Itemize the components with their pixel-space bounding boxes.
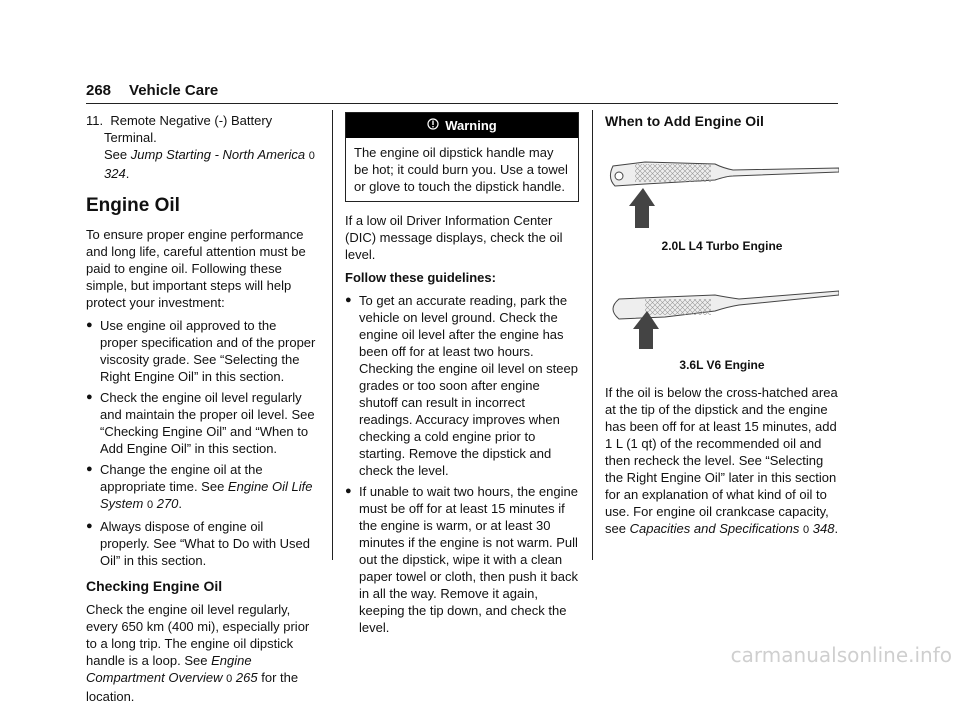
bullet-icon: ● [86, 463, 93, 475]
column-divider-2 [592, 110, 593, 560]
guidelines-lead: Follow these guidelines: [345, 270, 496, 285]
warning-icon [427, 117, 439, 134]
bullet-icon: ● [86, 319, 93, 331]
dipstick-figure-2l [605, 136, 839, 255]
engine-oil-bullets [86, 317, 316, 569]
warning-text: The engine oil dipstick handle may be hot; it could burn you. Use a towel or glove to touch the dipstick handle. [354, 145, 568, 194]
dipstick-2l-illustration [605, 136, 839, 236]
xref-capacities[interactable]: Capacities and Specifications [629, 521, 800, 536]
xref-oil-life-system[interactable]: Engine Oil Life System [100, 479, 313, 511]
warning-header: Warning [346, 113, 578, 138]
header-rule [86, 103, 838, 104]
dic-text: If a low oil Driver Information Center (DIC) message displays, check the oil level. [345, 213, 563, 262]
page-ref-icon: 0 [226, 673, 233, 685]
bullet-icon: ● [345, 485, 352, 497]
xref-engine-compartment[interactable]: Engine Compartment Overview [86, 653, 252, 685]
engine-oil-intro: To ensure proper engine performance and long life, careful attention must be paid to engine oil. Following these simple, but important steps will help protect your investment: [86, 227, 306, 310]
step-11: 11. Remote Negative (-) Battery Terminal. See Jump Starting - North America 0 324. [86, 113, 315, 181]
page-ref-icon: 0 [146, 499, 154, 511]
page-ref-icon: 0 [803, 524, 810, 536]
page-ref-265[interactable]: 265 [235, 670, 258, 685]
list-item: ● Always dispose of engine oil properly. See “What to Do with Used Oil” in this section. [86, 519, 311, 568]
list-item: ● If unable to wait two hours, the engine must be off for at least 15 minutes if the engine is warm, or at least 30 minutes if the engine is not warm. Pull out the dipstick, wipe it with a clean paper towel or cloth, then push it back in all the way. Remove it again, keeping the tip down, and check the level. [345, 484, 578, 635]
column-2 [345, 112, 579, 642]
guidelines-bullets [345, 292, 579, 636]
page-ref-324[interactable]: 324 [104, 166, 126, 181]
list-item: ● To get an accurate reading, park the vehicle on level ground. Check the engine oil level after the engine has been off for at least two hours. Checking the engine oil level on steep grades or too soon after engine shutoff can result in incorrect readings. Accuracy improves when checking a cold engine prior to starting. Remove the dipstick and check the level. [345, 293, 578, 478]
page-ref-348[interactable]: 348 [812, 521, 835, 536]
figure-caption-36l: 3.6L V6 Engine [679, 358, 765, 372]
list-item: ● Check the engine oil level regularly and maintain the proper oil level. See “Checking Engine Oil” and “When to Add Engine Oil” in this section. [86, 390, 315, 456]
list-item: ● Use engine oil approved to the proper specification and of the proper viscosity grade. See “Selecting the Right Engine Oil” in this section. [86, 318, 316, 384]
column-1 [86, 112, 316, 711]
engine-oil-heading: Engine Oil [86, 195, 180, 216]
checking-oil-heading: Checking Engine Oil [86, 578, 223, 594]
page-ref-270[interactable]: 270 [156, 496, 179, 511]
bullet-icon: ● [86, 520, 93, 532]
warning-box [345, 112, 579, 202]
figure-caption-2l: 2.0L L4 Turbo Engine [661, 239, 783, 253]
when-to-add-heading: When to Add Engine Oil [605, 113, 764, 129]
xref-jump-starting[interactable]: Jump Starting - North America [130, 147, 306, 162]
page-ref-icon: 0 [308, 150, 315, 162]
section-title: Vehicle Care [129, 82, 219, 99]
checking-oil-text: Check the engine oil level regularly, every 650 km (400 mi), especially prior to a long trip. The engine oil dipstick handle is a loop. See Engine Compartment Overview 0 265 for the location. [86, 602, 310, 704]
bullet-icon: ● [86, 391, 93, 403]
dipstick-figure-36l [605, 265, 839, 374]
add-oil-text: If the oil is below the cross-hatched area at the tip of the dipstick and the engine has been off for at least 15 minutes, add 1 L (1 qt) of the recommended oil and then recheck the level. See “Selecting the Right Engine Oil” later in this section for an explanation of what kind of oil to use. For engine oil crankcase capacity, see Capacities and Specifications 0 348. [605, 385, 839, 536]
dipstick-36l-illustration [605, 265, 839, 355]
column-3 [605, 112, 839, 545]
bullet-icon: ● [345, 294, 352, 306]
list-item: ● Change the engine oil at the appropriate time. See Engine Oil Life System 0 270. [86, 462, 313, 511]
column-divider-1 [332, 110, 333, 560]
page-header [86, 82, 218, 99]
watermark: carmanualsonline.info [730, 643, 952, 667]
page-number: 268 [86, 82, 112, 99]
